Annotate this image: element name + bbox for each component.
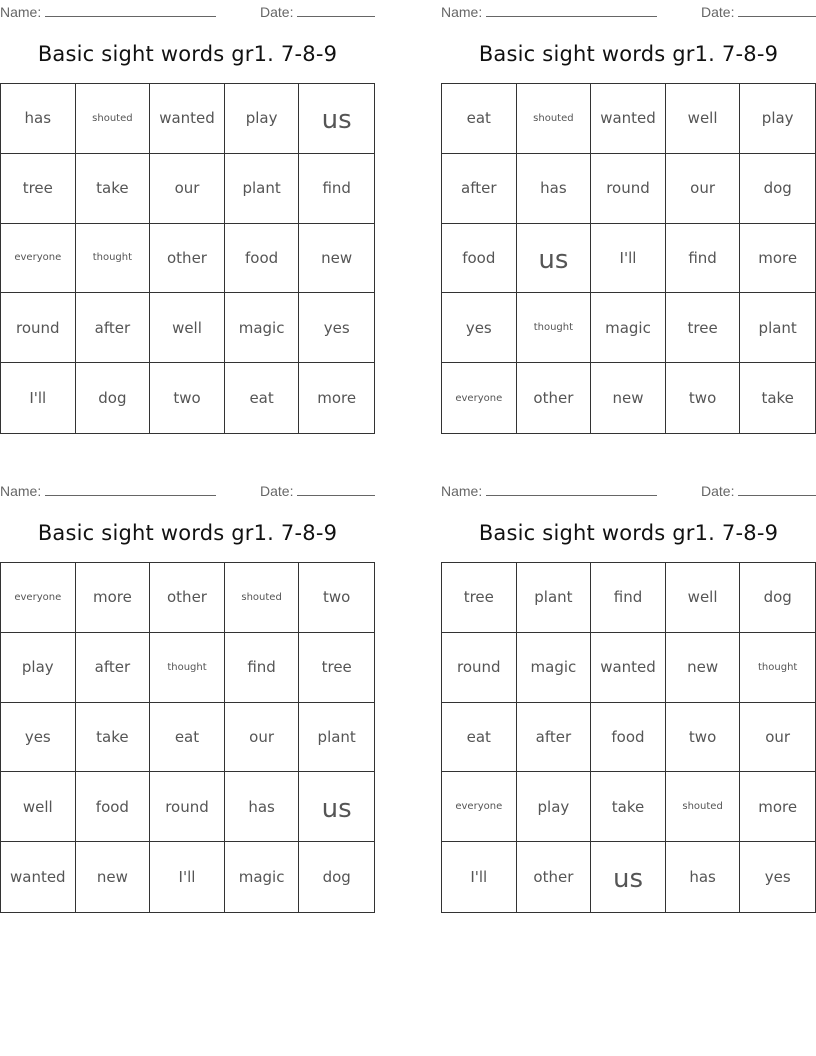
date-label: Date: (260, 4, 294, 20)
word-cell: plant (517, 563, 592, 633)
word-cell: wanted (591, 84, 666, 154)
word-cell: find (299, 154, 374, 224)
word-cell: wanted (150, 84, 225, 154)
word-cell: new (76, 842, 151, 912)
word-cell: round (442, 633, 517, 703)
word-cell: us (299, 84, 374, 154)
name-date-line (441, 482, 816, 498)
word-cell: shouted (517, 84, 592, 154)
word-cell: play (1, 633, 76, 703)
word-cell: has (666, 842, 741, 912)
word-cell: take (591, 772, 666, 842)
word-cell: plant (740, 293, 815, 363)
word-cell: everyone (1, 224, 76, 294)
word-cell: tree (666, 293, 741, 363)
word-cell: other (150, 563, 225, 633)
word-cell: us (591, 842, 666, 912)
word-cell: dog (322, 868, 351, 887)
word-cell: round (1, 293, 76, 363)
word-cell: dog (740, 154, 815, 224)
word-cell: dog (76, 363, 151, 433)
word-cell: us (299, 772, 374, 842)
name-date-line (0, 3, 375, 19)
word-cell: I'll (150, 842, 225, 912)
name-blank (486, 3, 657, 17)
word-cell: food (76, 772, 151, 842)
name-date-line (441, 3, 816, 19)
word-cell: magic (225, 293, 300, 363)
word-cell: yes (764, 868, 791, 887)
word-cell: shouted (225, 563, 300, 633)
word-cell: thought (517, 293, 592, 363)
word-cell: play (740, 84, 815, 154)
name-date-line (0, 482, 375, 498)
word-cell: our (666, 154, 741, 224)
name-label: Name: (0, 483, 42, 499)
word-cell: eat (442, 84, 517, 154)
word-cell: thought (150, 633, 225, 703)
word-cell: new (591, 363, 666, 433)
word-cell: magic (517, 633, 592, 703)
word-cell: find (591, 563, 666, 633)
word-cell: shouted (76, 84, 151, 154)
word-cell: after (517, 703, 592, 773)
word-cell: tree (299, 633, 374, 703)
word-cell: yes (442, 293, 517, 363)
bingo-card-3 (0, 479, 375, 913)
word-cell: play (517, 772, 592, 842)
word-cell: us (517, 224, 592, 294)
date-label: Date: (701, 4, 735, 20)
word-cell: round (591, 154, 666, 224)
word-cell: shouted (666, 772, 741, 842)
word-cell: our (225, 703, 300, 773)
word-cell: our (150, 154, 225, 224)
word-cell: other (517, 363, 592, 433)
word-cell: more (740, 772, 815, 842)
word-cell: our (740, 703, 815, 773)
word-cell: other (517, 842, 592, 912)
card-title: Basic sight words gr1. 7-8-9 (478, 42, 779, 66)
word-cell: other (150, 224, 225, 294)
word-cell: wanted (1, 842, 76, 912)
word-grid (0, 562, 375, 913)
word-cell: yes (299, 293, 374, 363)
word-cell: new (299, 224, 374, 294)
word-cell: well (150, 293, 225, 363)
word-cell: two (666, 363, 741, 433)
word-cell: has (517, 154, 592, 224)
word-cell: tree (442, 563, 517, 633)
word-cell: I'll (591, 224, 666, 294)
word-cell: everyone (442, 772, 517, 842)
word-cell: magic (225, 842, 300, 912)
word-cell: has (225, 772, 300, 842)
word-grid (441, 83, 816, 434)
name-blank (45, 482, 216, 496)
date-blank (738, 482, 816, 496)
word-cell: tree (1, 154, 76, 224)
card-title: Basic sight words gr1. 7-8-9 (37, 521, 338, 545)
word-cell: thought (740, 633, 815, 703)
word-cell: everyone (442, 363, 517, 433)
date-blank (297, 482, 375, 496)
word-cell: take (761, 389, 794, 408)
word-cell: yes (1, 703, 76, 773)
word-grid (0, 83, 375, 434)
word-cell: wanted (591, 633, 666, 703)
bingo-card-2 (441, 0, 816, 434)
word-cell: thought (76, 224, 151, 294)
word-cell: new (666, 633, 741, 703)
name-blank (45, 3, 216, 17)
word-cell: two (666, 703, 741, 773)
word-cell: has (1, 84, 76, 154)
word-cell: plant (225, 154, 300, 224)
word-cell: find (225, 633, 300, 703)
bingo-card-4 (441, 479, 816, 913)
name-label: Name: (441, 483, 483, 499)
word-cell: well (666, 563, 741, 633)
word-cell: find (666, 224, 741, 294)
card-title: Basic sight words gr1. 7-8-9 (478, 521, 779, 545)
date-label: Date: (701, 483, 735, 499)
word-cell: two (150, 363, 225, 433)
word-cell: after (442, 154, 517, 224)
word-cell: take (76, 154, 151, 224)
word-cell: more (317, 389, 357, 408)
word-cell: more (76, 563, 151, 633)
word-cell: eat (225, 363, 300, 433)
word-cell: play (225, 84, 300, 154)
word-cell: two (299, 563, 374, 633)
word-cell: well (666, 84, 741, 154)
word-cell: well (1, 772, 76, 842)
bingo-card-1 (0, 0, 375, 434)
word-cell: take (76, 703, 151, 773)
date-blank (738, 3, 816, 17)
word-cell: I'll (442, 842, 517, 912)
word-cell: food (591, 703, 666, 773)
word-cell: eat (442, 703, 517, 773)
word-cell: eat (150, 703, 225, 773)
date-blank (297, 3, 375, 17)
name-label: Name: (0, 4, 42, 20)
name-label: Name: (441, 4, 483, 20)
word-cell: dog (740, 563, 815, 633)
word-cell: round (150, 772, 225, 842)
word-cell: plant (299, 703, 374, 773)
card-title: Basic sight words gr1. 7-8-9 (37, 42, 338, 66)
word-grid (441, 562, 816, 913)
word-cell: everyone (1, 563, 76, 633)
word-cell: after (76, 633, 151, 703)
word-cell: food (442, 224, 517, 294)
word-cell: I'll (1, 363, 76, 433)
word-cell: after (76, 293, 151, 363)
word-cell: magic (591, 293, 666, 363)
date-label: Date: (260, 483, 294, 499)
word-cell: more (740, 224, 815, 294)
name-blank (486, 482, 657, 496)
word-cell: food (225, 224, 300, 294)
